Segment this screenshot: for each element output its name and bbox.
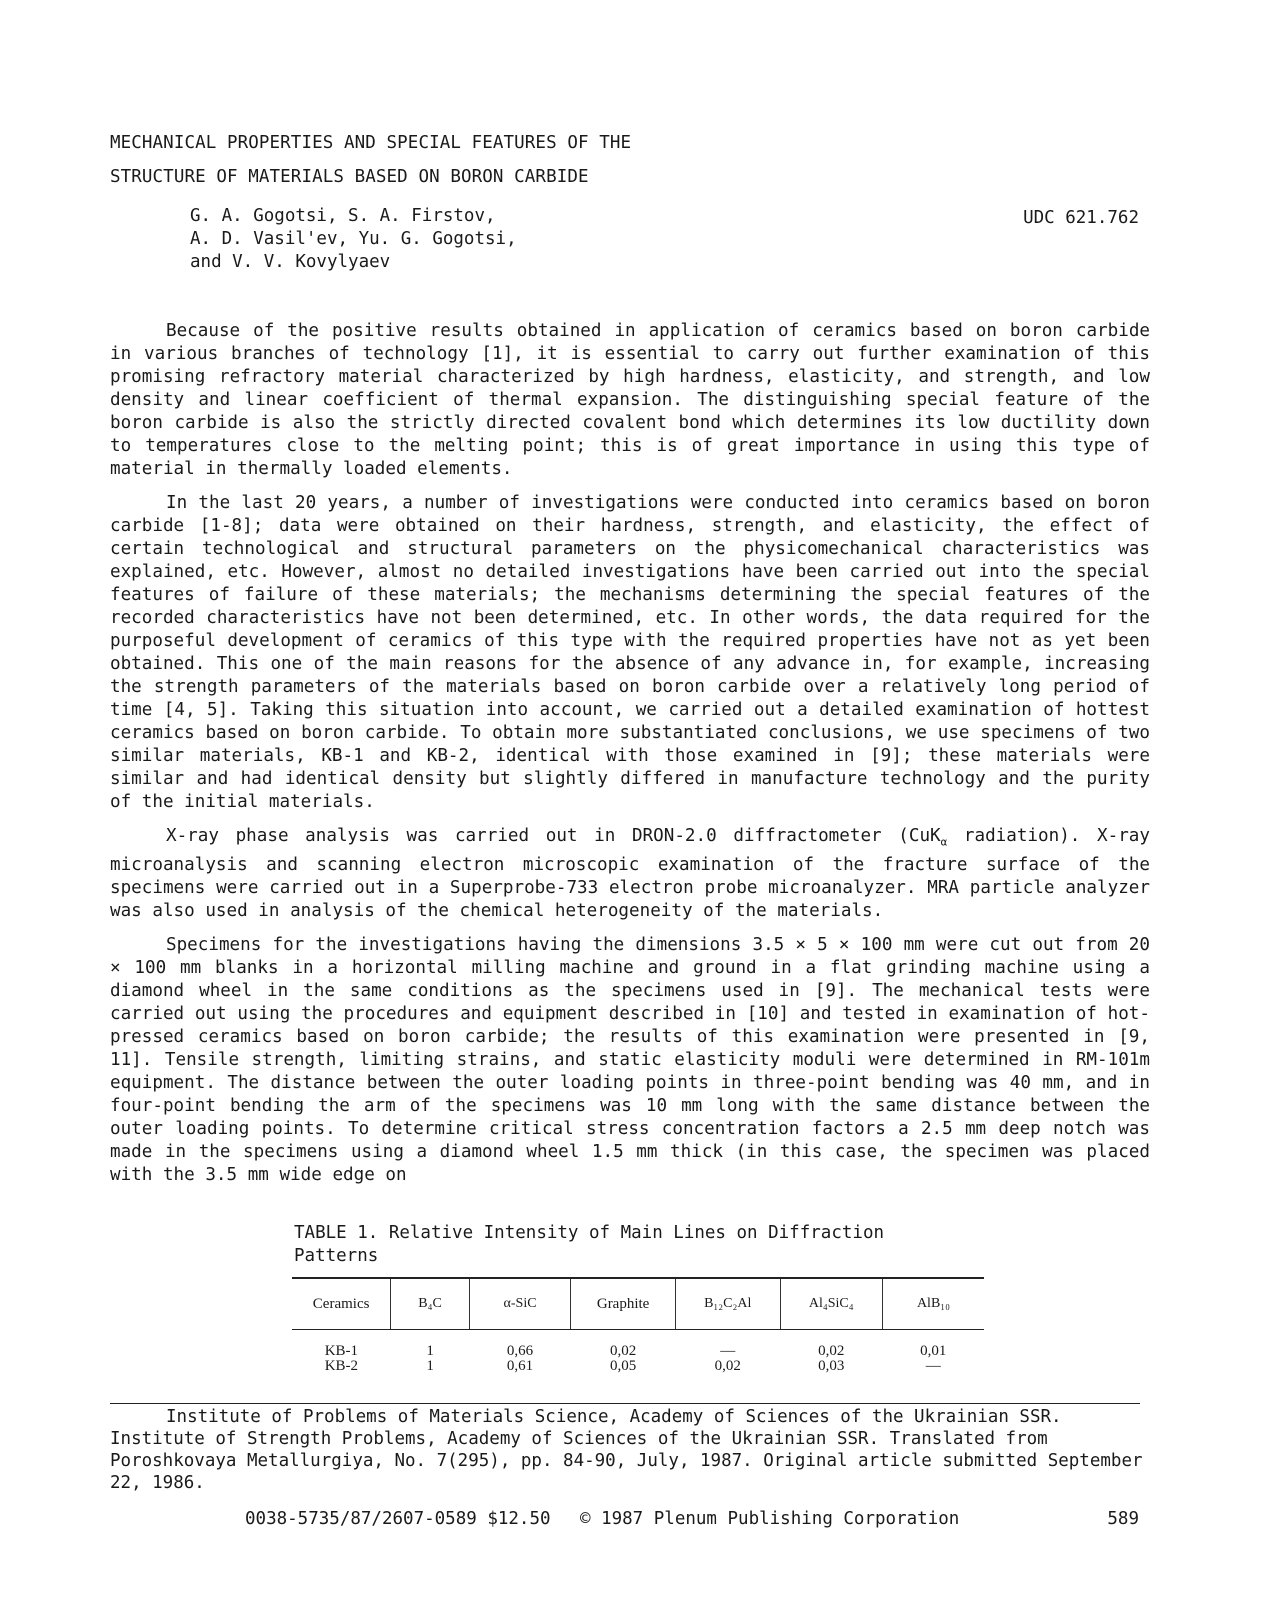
paragraph-1: Because of the positive results obtained in application of ceramics based on boron carbide in various branches of technology [1], it is essential to carry out further examination of this promising refractory material characterized by high hardness, elasticity, and strength, and low density and linear coefficient of thermal expansion. The distinguishing special feature of the boron carbide is also the strictly directed covalent bond which determines its low ductility down to temperatures close to the melting point; this is of great importance in using this type of material in thermally loaded elements. bbox=[110, 321, 1150, 479]
paragraph-2: In the last 20 years, a number of investigations were conducted into ceramics based on boron carbide [1-8]; data were obtained on their hardness, strength, and elasticity, the effect of certain technological and structural parameters on the physicomechanical characteristics was explained, etc. However, almost no detailed investigations have been carried out into the special features of failure of these materials; the mechanisms determining the special features of the recorded characteristics have not been determined, etc. In other words, the data required for the purposeful development of ceramics of this type with the required properties have not as yet been obtained. This one of the main reasons for the absence of any advance in, for example, increasing the strength parameters of the materials based on boron carbide over a relatively long period of time [4, 5]. Taking this situation into account, we carried out a detailed examination of hottest ceramics based on boron carbide. To obtain more substantiated conclusions, we use specimens of two similar materials, KB-1 and KB-2, identical with those examined in [9]; these materials were similar and had identical density but slightly differed in manufacture technology and the purity of the initial materials. bbox=[110, 493, 1150, 812]
header-alb10: AlB₁₀ bbox=[883, 1278, 985, 1330]
paragraph-3-after: radiation). X-ray microanalysis and scanning electron microscopic examination of the fracture surface of the specimens were carried out in a Superprobe-733 electron probe microanalyzer. MRA particle analyzer was also used in analysis of the chemical heterogeneity of the materials. bbox=[110, 826, 1150, 921]
footer-code: 0038-5735/87/2607-0589 $12.50 bbox=[245, 1509, 551, 1529]
cell-kb1-sic: 0,66 bbox=[506, 1343, 534, 1359]
cell-kb2-alb10: — bbox=[925, 1358, 941, 1374]
cell-b4c bbox=[391, 1330, 470, 1390]
cell-ceramics bbox=[292, 1330, 391, 1390]
cell-kb1-b12c2al: — bbox=[720, 1343, 736, 1359]
page-number: 589 bbox=[1107, 1509, 1139, 1529]
udc-code: UDC 621.762 bbox=[1023, 208, 1139, 228]
cell-kb2-b4c: 1 bbox=[426, 1358, 434, 1374]
author-list: G. A. Gogotsi, S. A. Firstov, A. D. Vasil'ev, Yu. G. Gogotsi, and V. V. Kovylyaev bbox=[190, 206, 517, 272]
cell-kb1-name: KB-1 bbox=[324, 1343, 359, 1359]
title-line-2: STRUCTURE OF MATERIALS BASED ON BORON CARBIDE bbox=[110, 167, 589, 187]
footnote-rule bbox=[110, 1403, 1140, 1404]
cell-alb10 bbox=[883, 1330, 985, 1390]
alpha-subscript: α bbox=[940, 835, 948, 849]
paragraph-4: Specimens for the investigations having the dimensions 3.5 × 5 × 100 mm were cut out from 20 × 100 mm blanks in a horizontal milling machine and ground in a flat grinding machine using a diamond wheel in the same conditions as the specimens used in [9]. The mechanical tests were carried out using the procedures and equipment described in [10] and tested in examination of hot-pressed ceramics based on boron carbide; the results of this examination were presented in [9, 11]. Tensile strength, limiting strains, and static elasticity moduli were determined in RM-101m equipment. The distance between the outer loading points in three-point bending was 40 mm, and in four-point bending the arm of the specimens was 10 mm long with the same distance between the outer loading points. To determine critical stress concentration factors a 2.5 mm deep notch was made in the specimens using a diamond wheel 1.5 mm thick (in this case, the specimen was placed with the 3.5 mm wide edge on bbox=[110, 934, 1150, 1185]
cell-kb2-b12c2al: 0,02 bbox=[714, 1358, 741, 1374]
table-header-row bbox=[292, 1278, 984, 1330]
footer-copyright: © 1987 Plenum Publishing Corporation bbox=[580, 1509, 960, 1529]
cell-al4sic4 bbox=[780, 1330, 883, 1390]
header-ceramics: Ceramics bbox=[292, 1278, 391, 1330]
paragraph-3 bbox=[110, 825, 1150, 923]
cell-kb2-graphite: 0,05 bbox=[609, 1358, 637, 1374]
header-b12c2al: B₁₂C₂Al bbox=[675, 1278, 780, 1330]
cell-kb1-alb10: 0,01 bbox=[920, 1343, 947, 1359]
title-line-1: MECHANICAL PROPERTIES AND SPECIAL FEATURES OF THE bbox=[110, 133, 632, 153]
cell-kb1-graphite: 0,02 bbox=[609, 1343, 637, 1359]
header-alpha-sic: α-SiC bbox=[469, 1278, 570, 1330]
cell-kb2-name: KB-2 bbox=[324, 1358, 359, 1374]
cell-b12c2al bbox=[675, 1330, 780, 1390]
cell-kb2-sic: 0,61 bbox=[506, 1358, 534, 1374]
cell-kb2-al4sic4: 0,03 bbox=[818, 1358, 845, 1374]
paragraph-3-before: X-ray phase analysis was carried out in DRON-2.0 diffractometer (CuK bbox=[166, 826, 941, 846]
header-graphite: Graphite bbox=[571, 1278, 676, 1330]
article-title bbox=[110, 126, 631, 194]
cell-graphite bbox=[571, 1330, 676, 1390]
cell-kb1-b4c: 1 bbox=[426, 1343, 434, 1359]
diffraction-table bbox=[292, 1277, 984, 1389]
cell-kb1-al4sic4: 0,02 bbox=[818, 1343, 845, 1359]
footnote bbox=[110, 1406, 1150, 1494]
cell-alpha-sic bbox=[469, 1330, 570, 1390]
article-body bbox=[110, 320, 1150, 1198]
header-b4c: B₄C bbox=[391, 1278, 470, 1330]
footnote-text: Institute of Problems of Materials Science, Academy of Sciences of the Ukrainian SSR. Institute of Strength Problems, Academy of Sciences of the Ukrainian SSR. Translated from Poroshkovaya Metallurgiya, No. 7(295), pp. 84-90, July, 1987. Original article submitted September 22, 1986. bbox=[110, 1407, 1143, 1493]
table-caption: TABLE 1. Relative Intensity of Main Lines on Diffraction Patterns bbox=[294, 1223, 885, 1266]
header-al4sic4: Al₄SiC₄ bbox=[780, 1278, 883, 1330]
table-row bbox=[292, 1330, 984, 1390]
